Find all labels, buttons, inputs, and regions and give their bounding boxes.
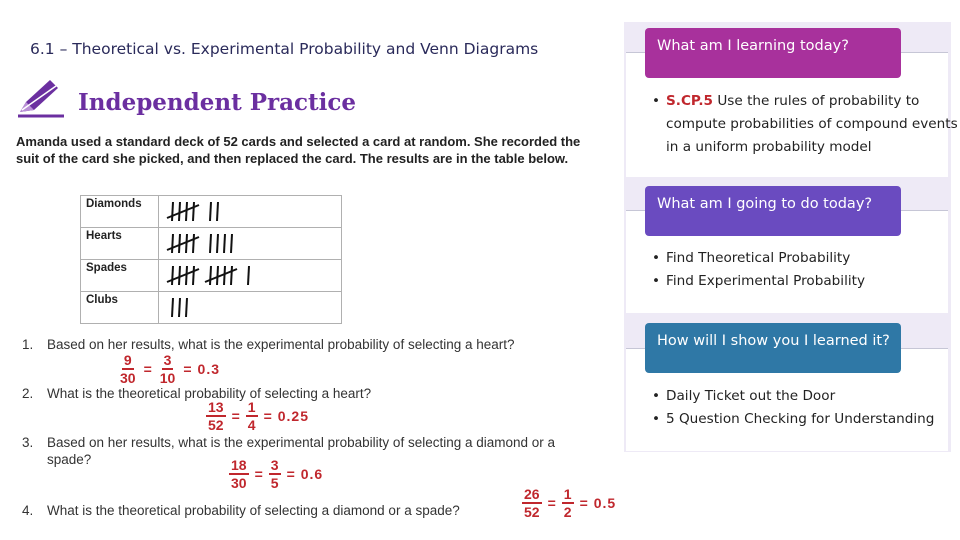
tally-stroke — [217, 266, 218, 285]
list-item: • Daily Ticket out the Door — [652, 385, 934, 408]
tally-stroke — [210, 202, 211, 221]
tally-marks — [159, 196, 342, 228]
answer-1: $\frac{9}{30}$ = $\frac{3}{10}$ = 0.3 — [120, 352, 220, 386]
list-item: • Find Experimental Probability — [652, 270, 865, 293]
tally-stroke — [179, 266, 180, 285]
tally-stroke — [172, 234, 173, 253]
tally-stroke — [193, 234, 194, 253]
tally-stroke — [210, 266, 211, 285]
doing-header: What am I going to do today? — [645, 186, 901, 236]
problem-intro: Amanda used a standard deck of 52 cards and selected a card at random. She recorded the suit of the card she picked, and then replaced the card. The results are in the table below. — [16, 134, 581, 166]
suit-label: Spades — [81, 260, 159, 292]
learning-list — [652, 90, 958, 159]
list-item: • Find Theoretical Probability — [652, 247, 865, 270]
question-4: 4. What is the theoretical probability of selecting a diamond or a spade? — [22, 503, 460, 518]
doing-list — [652, 247, 865, 293]
tally-stroke — [193, 202, 194, 221]
tally-stroke — [231, 266, 232, 285]
answer-2: $\frac{13}{52}$ = $\frac{1}{4}$ = 0.25 — [208, 399, 309, 433]
tally-marks — [159, 228, 342, 260]
question-3: 3. Based on her results, what is the experimental probability of selecting a diamond or a spade? — [22, 435, 556, 467]
tally-stroke — [186, 234, 187, 253]
slide-title: 6.1 – Theoretical vs. Experimental Probability and Venn Diagrams — [30, 40, 539, 58]
table-row — [81, 228, 342, 260]
tally-stroke — [231, 234, 232, 253]
tally-stroke — [210, 234, 211, 253]
tally-stroke — [186, 202, 187, 221]
suit-label: Diamonds — [81, 196, 159, 228]
showing-list — [652, 385, 934, 431]
tally-stroke — [172, 298, 173, 317]
question-1: 1. Based on her results, what is the experimental probability of selecting a heart? — [22, 337, 515, 352]
tally-stroke — [248, 266, 249, 285]
practice-heading: Independent Practice — [78, 89, 357, 116]
table-row — [81, 292, 342, 324]
suit-label: Clubs — [81, 292, 159, 324]
table-row — [81, 196, 342, 228]
showing-header: How will I show you I learned it? — [645, 323, 901, 373]
suit-label: Hearts — [81, 228, 159, 260]
list-item: • S.CP.5 Use the rules of probability to compute probabilities of compound events in a uniform probability model — [652, 90, 958, 159]
tally-table — [80, 195, 342, 324]
list-item: • 5 Question Checking for Understanding — [652, 408, 934, 431]
table-row — [81, 260, 342, 292]
pencil-icon — [16, 80, 66, 120]
tally-stroke — [224, 234, 225, 253]
question-2: 2. What is the theoretical probability of selecting a heart? — [22, 386, 372, 401]
tally-stroke — [179, 202, 180, 221]
answer-3: $\frac{18}{30}$ = $\frac{3}{5}$ = 0.6 — [231, 457, 324, 491]
tally-marks — [159, 260, 342, 292]
tally-marks — [159, 292, 342, 324]
tally-stroke — [224, 266, 225, 285]
tally-stroke — [172, 202, 173, 221]
tally-stroke — [217, 234, 218, 253]
tally-stroke — [186, 266, 187, 285]
tally-stroke — [179, 298, 180, 317]
tally-stroke — [172, 266, 173, 285]
tally-stroke — [186, 298, 187, 317]
answer-4: $\frac{26}{52}$ = $\frac{1}{2}$ = 0.5 — [524, 486, 617, 520]
tally-stroke — [193, 266, 194, 285]
tally-stroke — [217, 202, 218, 221]
tally-stroke — [179, 234, 180, 253]
learning-header: What am I learning today? — [645, 28, 901, 78]
